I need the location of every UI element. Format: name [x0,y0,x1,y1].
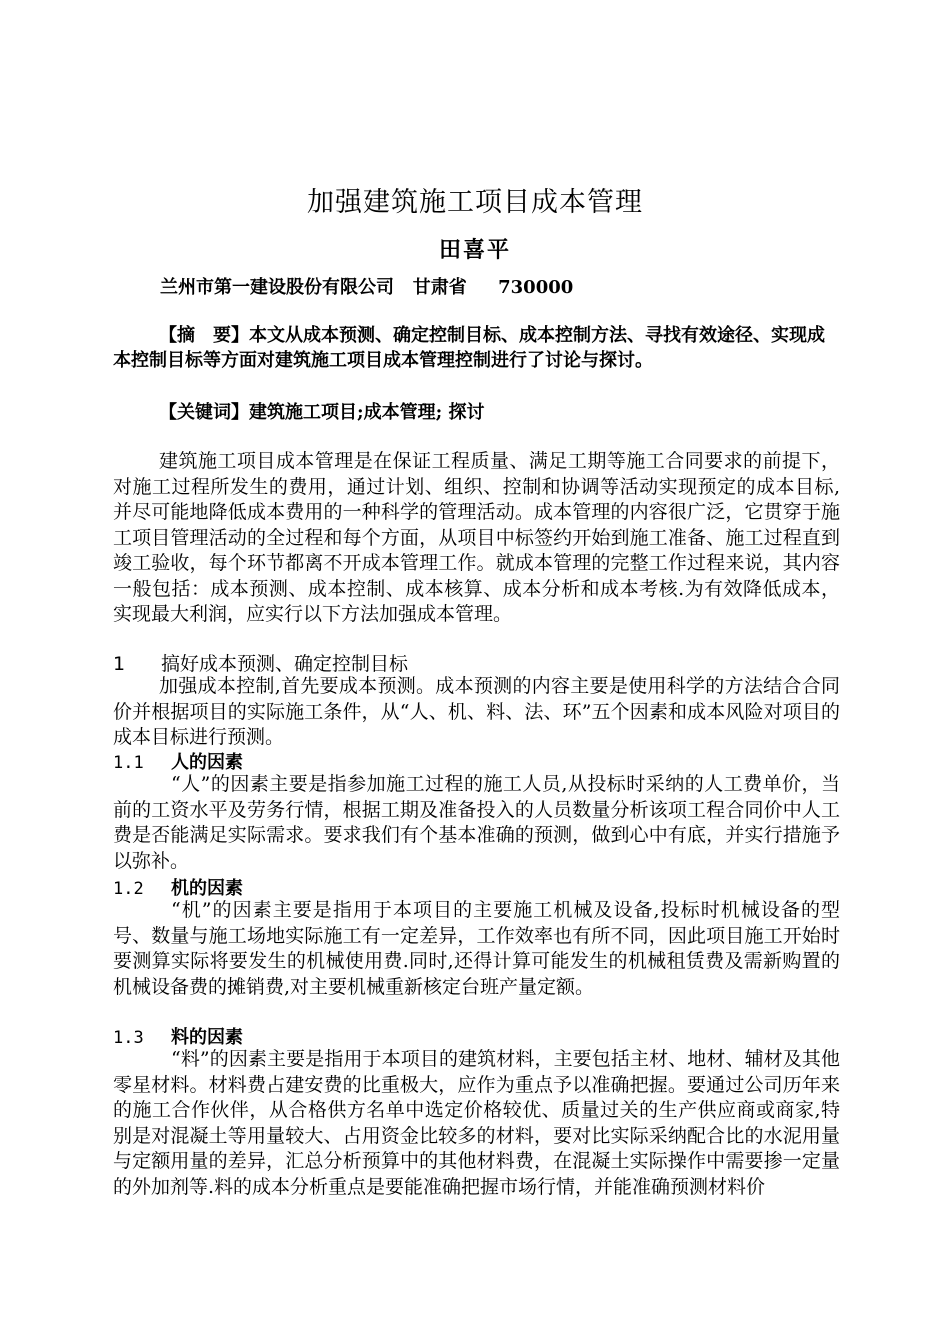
section-1-paragraph: 加强成本控制,首先要成本预测。成本预测的内容主要是使用科学的方法结合合同价并根据项目的实际施工条件，从“人、机、料、法、环”五个因素和成本风险对项目的成本目标进行预测。 [113,675,840,748]
section-number: 1 [113,653,126,675]
intro-paragraph: 建筑施工项目成本管理是在保证工程质量、满足工期等施工合同要求的前提下，对施工过程所发生的费用，通过计划、组织、控制和协调等活动实现预定的成本目标,并尽可能地降低成本费用的一种科学的管理活动。成本管理的内容很广泛，它贯穿于施工项目管理活动的全过程和每个方面，从项目中标签约开始到施工准备、施工过程直到竣工验收，每个环节都离不开成本管理工作。就成本管理的完整工作过程来说，其内容一般包括：成本预测、成本控制、成本核算、成本分析和成本考核.为有效降低成本，实现最大利润，应实行以下方法加强成本管理。 [113,450,840,625]
section-title: 机的因素 [171,878,243,899]
paper-title: 加强建筑施工项目成本管理 [307,187,643,218]
keywords: 【关键词】建筑施工项目;成本管理; 探讨 [159,402,485,423]
section-1-1-heading [113,748,243,774]
section-1-3-heading [113,1023,243,1049]
section-1-2-heading [113,874,243,900]
section-number: 1.3 [113,1028,144,1048]
section-1-1-paragraph: “人”的因素主要是指参加施工过程的施工人员,从投标时采纳的人工费单价，当前的工资水平及劳务行情，根据工期及准备投入的人员数量分析该项工程合同价中人工费是否能满足实际需求。要求我们有个基本准确的预测，做到心中有底，并实行措施予以弥补。 [113,773,840,872]
author-affiliation: 兰州市第一建设股份有限公司 甘肃省 730000 [160,277,574,298]
abstract: 【摘 要】本文从成本预测、确定控制目标、成本控制方法、寻找有效途径、实现成本控制目标等方面对建筑施工项目成本管理控制进行了讨论与探讨。 [113,325,825,371]
section-title: 人的因素 [171,752,243,773]
author-name: 田喜平 [438,237,511,263]
section-number: 1.2 [113,879,144,899]
section-1-2-paragraph: “机”的因素主要是指用于本项目的主要施工机械及设备,投标时机械设备的型号、数量与施工场地实际施工有一定差异，工作效率也有所不同，因此项目施工开始时要测算实际将要发生的机械使用费.同时,还得计算可能发生的机械租赁费及需新购置的机械设备费的摊销费,对主要机械重新核定台班产量定额。 [113,899,840,998]
section-title: 搞好成本预测、确定控制目标 [161,653,409,675]
section-title: 料的因素 [171,1027,243,1048]
section-1-3-paragraph: “料”的因素主要是指用于本项目的建筑材料，主要包括主材、地材、辅材及其他零星材料。材料费占建安费的比重极大，应作为重点予以准确把握。要通过公司历年来的施工合作伙伴，从合格供方名单中选定价格较优、质量过关的生产供应商或商家,特别是对混凝土等用量较大、占用资金比较多的材料，要对比实际采纳配合比的水泥用量与定额用量的差异，汇总分析预算中的其他材料费，在混凝土实际操作中需要掺一定量的外加剂等.料的成本分析重点是要能准确把握市场行情，并能准确预测材料价 [113,1048,840,1198]
section-number: 1.1 [113,753,144,773]
section-1-heading [113,649,408,676]
